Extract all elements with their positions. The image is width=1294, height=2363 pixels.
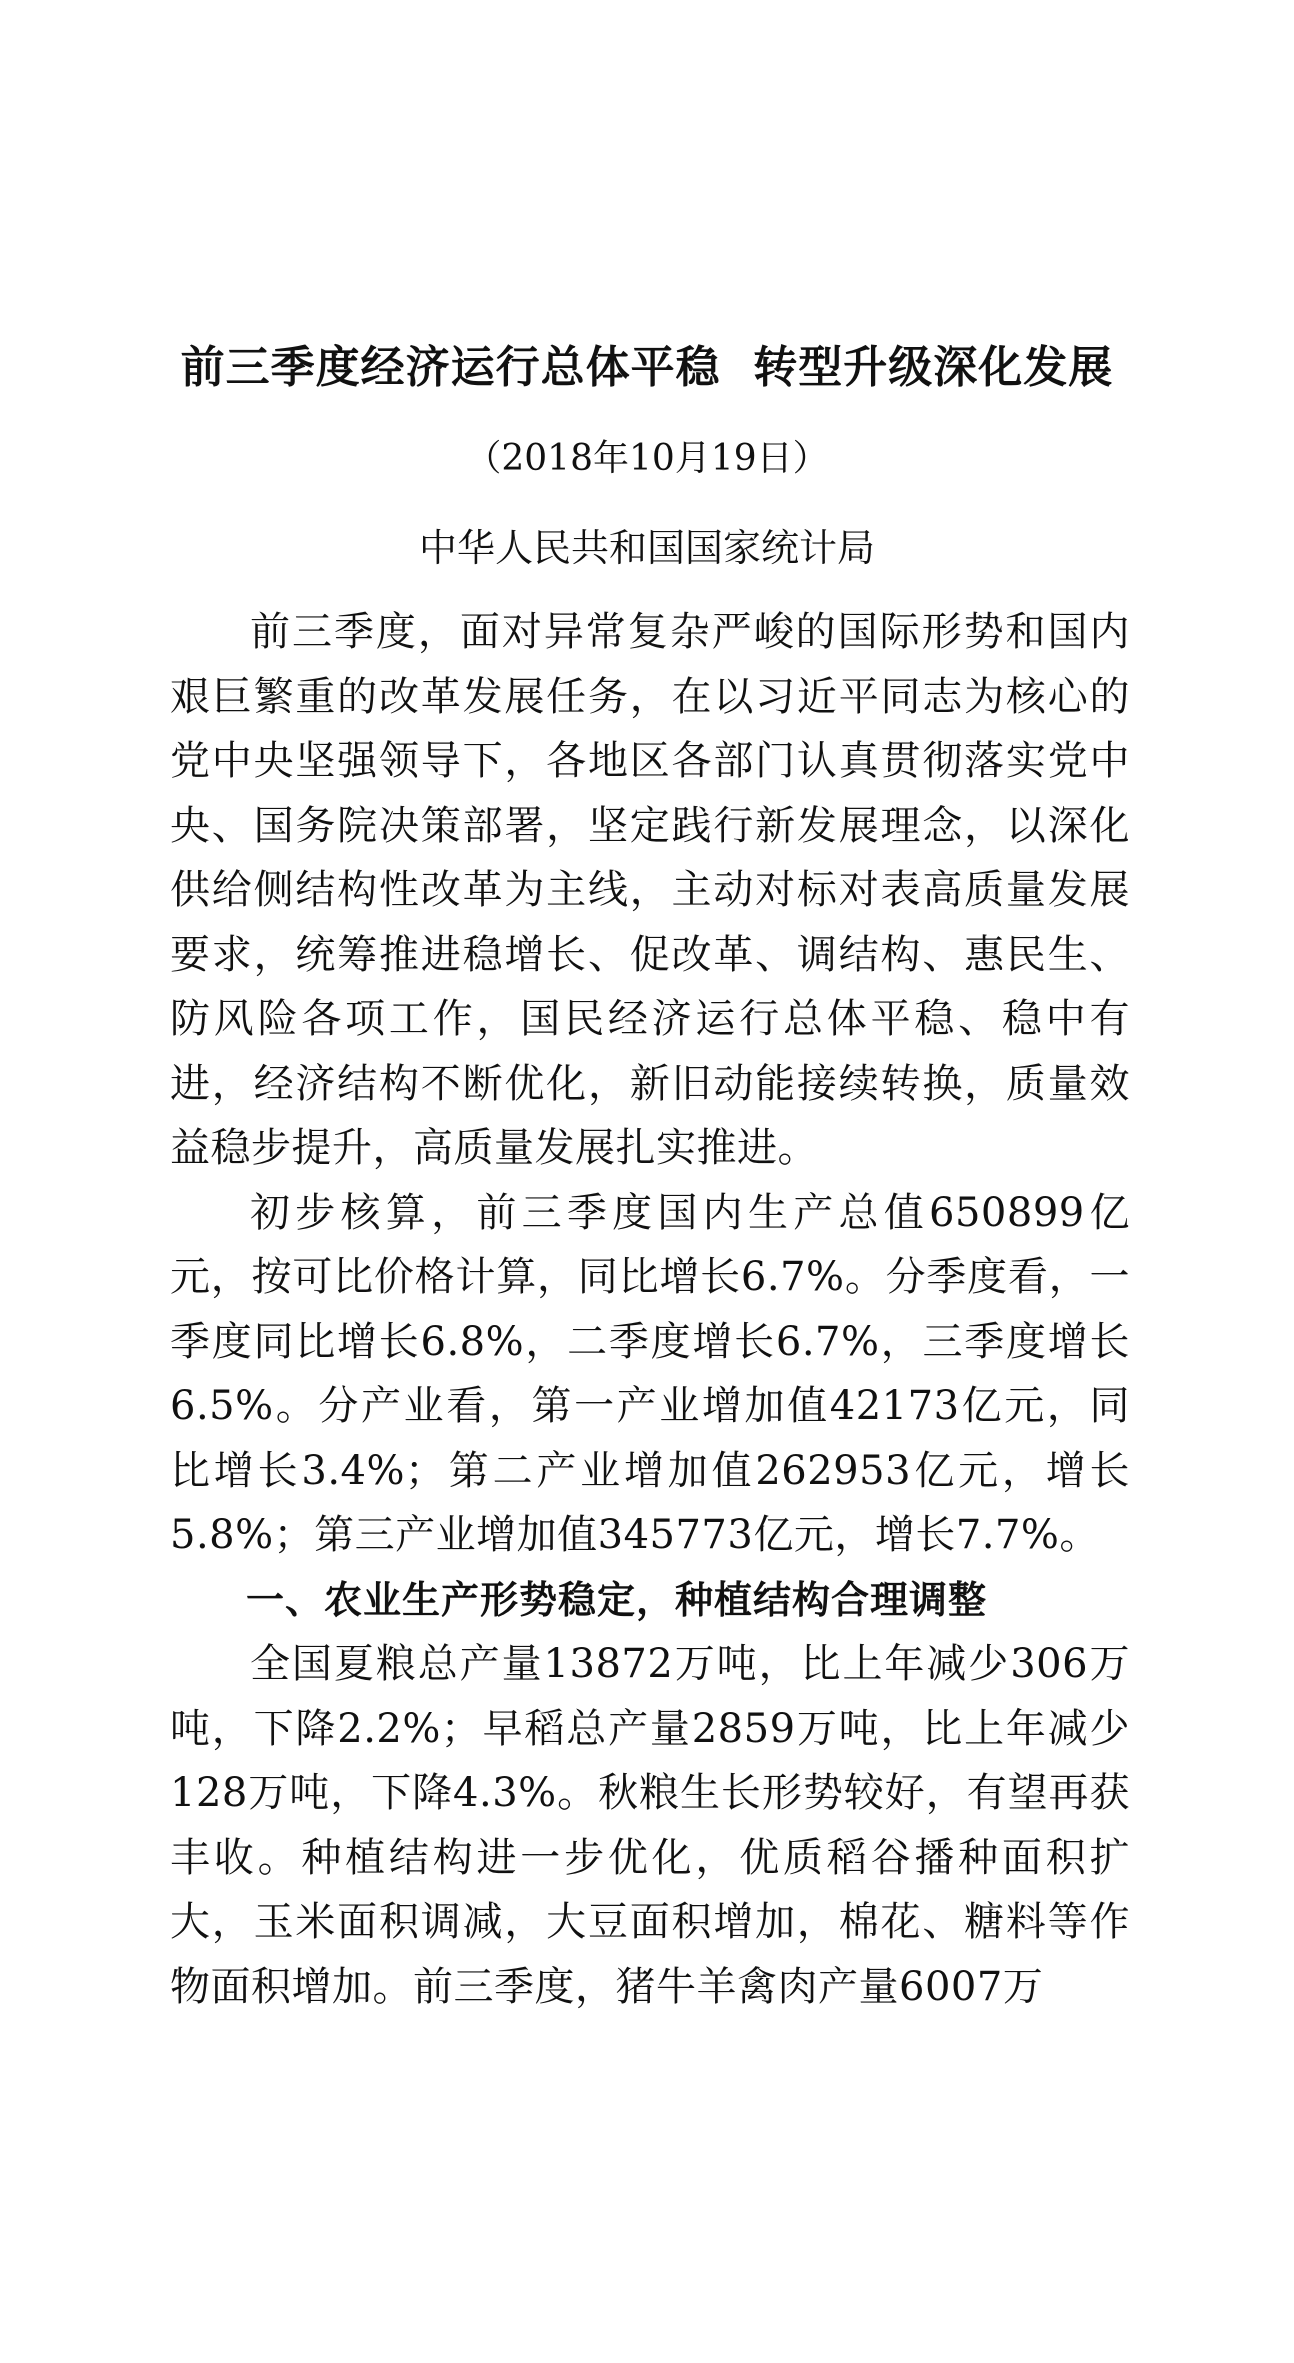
document-body <box>170 600 1130 2019</box>
paragraph-agriculture: 全国夏粮总产量13872万吨，比上年减少306万吨，下降2.2%；早稻总产量2859万吨，比上年减少128万吨，下降4.3%。秋粮生长形势较好，有望再获丰收。种植结构进一步优化，优质稻谷播种面积扩大，玉米面积调减，大豆面积增加，棉花、糖料等作物面积增加。前三季度，猪牛羊禽肉产量6007万 <box>170 1641 1130 2010</box>
section-heading-agriculture: 一、农业生产形势稳定，种植结构合理调整 <box>246 1577 988 1622</box>
paragraph-intro: 前三季度，面对异常复杂严峻的国际形势和国内艰巨繁重的改革发展任务，在以习近平同志为核心的党中央坚强领导下，各地区各部门认真贯彻落实党中央、国务院决策部署，坚定践行新发展理念，以深化供给侧结构性改革为主线，主动对标对表高质量发展要求，统筹推进稳增长、促改革、调结构、惠民生、防风险各项工作，国民经济运行总体平稳、稳中有进，经济结构不断优化，新旧动能接续转换，质量效益稳步提升，高质量发展扎实推进。 <box>170 609 1130 1171</box>
document-title: 前三季度经济运行总体平稳 转型升级深化发展 <box>180 342 1114 393</box>
paragraph-gdp: 初步核算，前三季度国内生产总值650899亿元，按可比价格计算，同比增长6.7%。分季度看，一季度同比增长6.8%，二季度增长6.7%，三季度增长6.5%。分产业看，第一产业增加值42173亿元，同比增长3.4%；第二产业增加值262953亿元，增长5.8%；第三产业增加值345773亿元，增长7.7%。 <box>170 1189 1130 1558</box>
document-date: （2018年10月19日） <box>465 438 829 479</box>
document-author: 中华人民共和国国家统计局 <box>418 526 875 570</box>
